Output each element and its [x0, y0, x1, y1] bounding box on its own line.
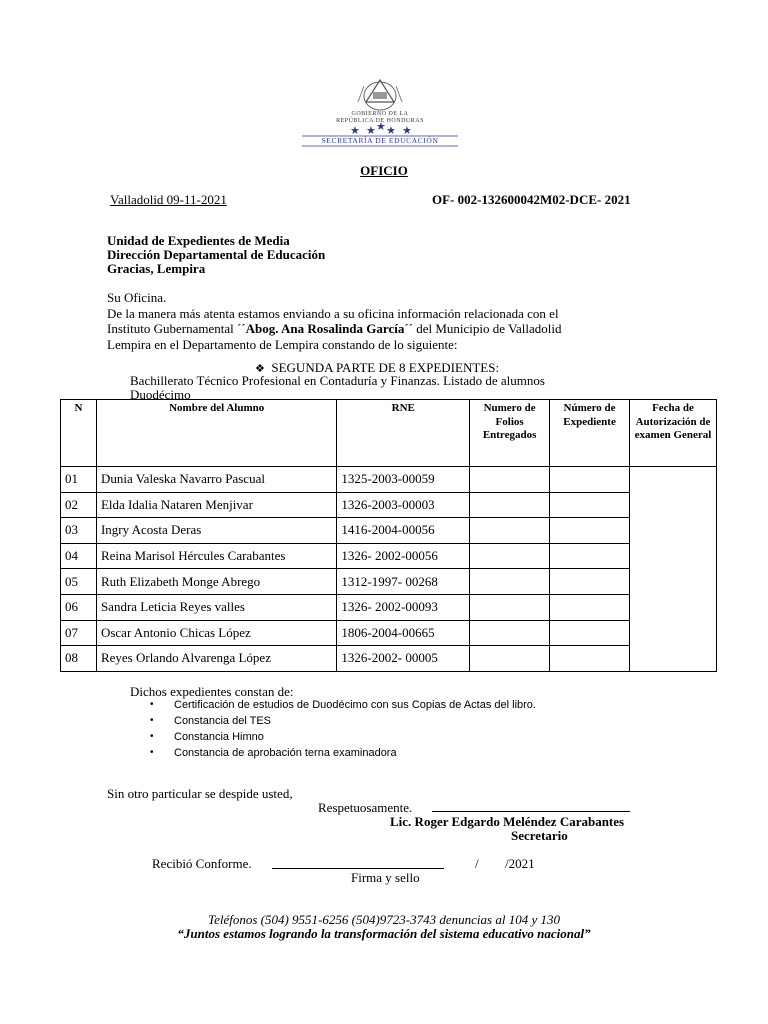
cell-folios [470, 518, 550, 544]
bullet-icon: • [150, 731, 154, 742]
cell-n: 04 [61, 543, 97, 569]
cell-rne: 1312-1997- 00268 [337, 569, 470, 595]
cell-rne: 1325-2003-00059 [337, 467, 470, 493]
date-year: /2021 [505, 856, 535, 871]
cell-fecha [630, 467, 717, 672]
bullet-icon: • [150, 747, 154, 758]
table-row [61, 492, 717, 518]
section-subtitle: ❖ SEGUNDA PARTE DE 8 EXPEDIENTES: [255, 360, 500, 375]
list-item: • Constancia Himno [150, 731, 264, 743]
respectfully-label: Respetuosamente. [318, 800, 413, 815]
cell-name: Dunia Valeska Navarro Pascual [96, 467, 336, 493]
cell-expediente [550, 543, 630, 569]
cell-expediente [550, 518, 630, 544]
cell-folios [470, 543, 550, 569]
cell-name: Reyes Orlando Alvarenga López [96, 646, 336, 672]
cell-n: 05 [61, 569, 97, 595]
cell-name: Oscar Antonio Chicas López [96, 620, 336, 646]
cell-folios [470, 594, 550, 620]
table-row [61, 518, 717, 544]
cell-folios [470, 569, 550, 595]
cell-folios [470, 620, 550, 646]
cell-expediente [550, 492, 630, 518]
table-header-row [61, 400, 717, 467]
students-table [60, 399, 717, 672]
secretaria-educacion-logo [270, 72, 480, 152]
received-signature-line [272, 855, 444, 869]
col-header-n: N [61, 400, 97, 467]
closing-line: Sin otro particular se despide usted, [107, 786, 293, 801]
table-row [61, 646, 717, 672]
svg-text:GOBIERNO DE LA: GOBIERNO DE LA [351, 111, 409, 117]
cell-rne: 1806-2004-00665 [337, 620, 470, 646]
documents-list [150, 697, 536, 761]
list-item: • Certificación de estudios de Duodécimo con sus Copias de Actas del libro. [150, 699, 536, 711]
page-title: OFICIO [360, 163, 408, 178]
cell-n: 06 [61, 594, 97, 620]
svg-text:★: ★ [350, 125, 360, 137]
body-line: De la manera más atenta estamos enviando a su oficina información relacionada con el [107, 305, 559, 321]
cell-n: 07 [61, 620, 97, 646]
footer-slogan: “Juntos estamos logrando la transformación del sistema educativo nacional” [177, 926, 591, 941]
reference-number: OF- 002-132600042M02-DCE- 2021 [432, 192, 631, 207]
svg-text:REPÚBLICA DE HONDURAS: REPÚBLICA DE HONDURAS [336, 118, 424, 124]
footer-phones: Teléfonos (504) 9551-6256 (504)9723-3743 denuncias al 104 y 130 [208, 912, 560, 927]
table-row [61, 569, 717, 595]
greeting: Su Oficina. [107, 290, 167, 305]
list-item: • Constancia del TES [150, 715, 272, 727]
documents-intro: Dichos expedientes constan de: [130, 684, 294, 699]
table-row [61, 467, 717, 493]
cell-name: Elda Idalia Nataren Menjivar [96, 492, 336, 518]
cell-n: 08 [61, 646, 97, 672]
cell-name: Ruth Elizabeth Monge Abrego [96, 569, 336, 595]
svg-text:★: ★ [376, 121, 386, 133]
diamond-bullet-icon: ❖ [255, 363, 265, 375]
col-header-name: Nombre del Alumno [96, 400, 336, 467]
cell-rne: 1416-2004-00056 [337, 518, 470, 544]
cell-n: 01 [61, 467, 97, 493]
table-row [61, 620, 717, 646]
addressee-line: Unidad de Expedientes de Media [107, 233, 290, 248]
date-slash: / [475, 856, 479, 871]
firma-label: Firma y sello [351, 870, 420, 885]
addressee-block [107, 234, 325, 276]
signer-name: Lic. Roger Edgardo Meléndez Carabantes [390, 814, 625, 829]
cell-name: Ingry Acosta Deras [96, 518, 336, 544]
cell-n: 03 [61, 518, 97, 544]
col-header-rne: RNE [337, 400, 470, 467]
svg-text:★: ★ [386, 125, 396, 137]
svg-text:SECRETARÍA DE EDUCACIÓN: SECRETARÍA DE EDUCACIÓN [321, 136, 439, 145]
col-header-expediente: Número de Expediente [550, 400, 630, 467]
received-label: Recibió Conforme. [152, 856, 252, 871]
institute-name: Abog. Ana Rosalinda García [245, 321, 405, 336]
signature-line [432, 798, 630, 812]
table-row [61, 543, 717, 569]
cell-expediente [550, 569, 630, 595]
cell-expediente [550, 646, 630, 672]
table-row [61, 594, 717, 620]
cell-name: Sandra Leticia Reyes valles [96, 594, 336, 620]
cell-expediente [550, 620, 630, 646]
cell-rne: 1326- 2002-00056 [337, 543, 470, 569]
bullet-icon: • [150, 699, 154, 710]
place-date: Valladolid 09-11-2021 [110, 192, 227, 207]
body-paragraph [107, 290, 667, 352]
cell-rne: 1326-2002- 00005 [337, 646, 470, 672]
bullet-icon: • [150, 715, 154, 726]
body-line: Lempira en el Departamento de Lempira constando de lo siguiente: [107, 336, 458, 352]
cell-folios [470, 492, 550, 518]
cell-rne: 1326- 2002-00093 [337, 594, 470, 620]
cell-expediente [550, 594, 630, 620]
cell-folios [470, 646, 550, 672]
cell-n: 02 [61, 492, 97, 518]
signer-role: Secretario [511, 828, 568, 843]
list-item: • Constancia de aprobación terna examinadora [150, 747, 397, 759]
cell-expediente [550, 467, 630, 493]
col-header-folios: Numero de Folios Entregados [470, 400, 550, 467]
cell-folios [470, 467, 550, 493]
coat-of-arms-icon [358, 80, 402, 110]
cell-rne: 1326-2003-00003 [337, 492, 470, 518]
addressee-line: Gracias, Lempira [107, 261, 206, 276]
col-header-fecha: Fecha de Autorización de examen General [630, 400, 717, 467]
svg-text:★: ★ [366, 125, 376, 137]
section-description: Bachillerato Técnico Profesional en Contaduría y Finanzas. Listado de alumnos Duodécimo [130, 373, 545, 402]
cell-name: Reina Marisol Hércules Carabantes [96, 543, 336, 569]
svg-text:★: ★ [402, 125, 412, 137]
body-line: Instituto Gubernamental ´´Abog. Ana Rosalinda García´´ del Municipio de Valladolid [107, 321, 562, 336]
addressee-line: Dirección Departamental de Educación [107, 247, 326, 262]
